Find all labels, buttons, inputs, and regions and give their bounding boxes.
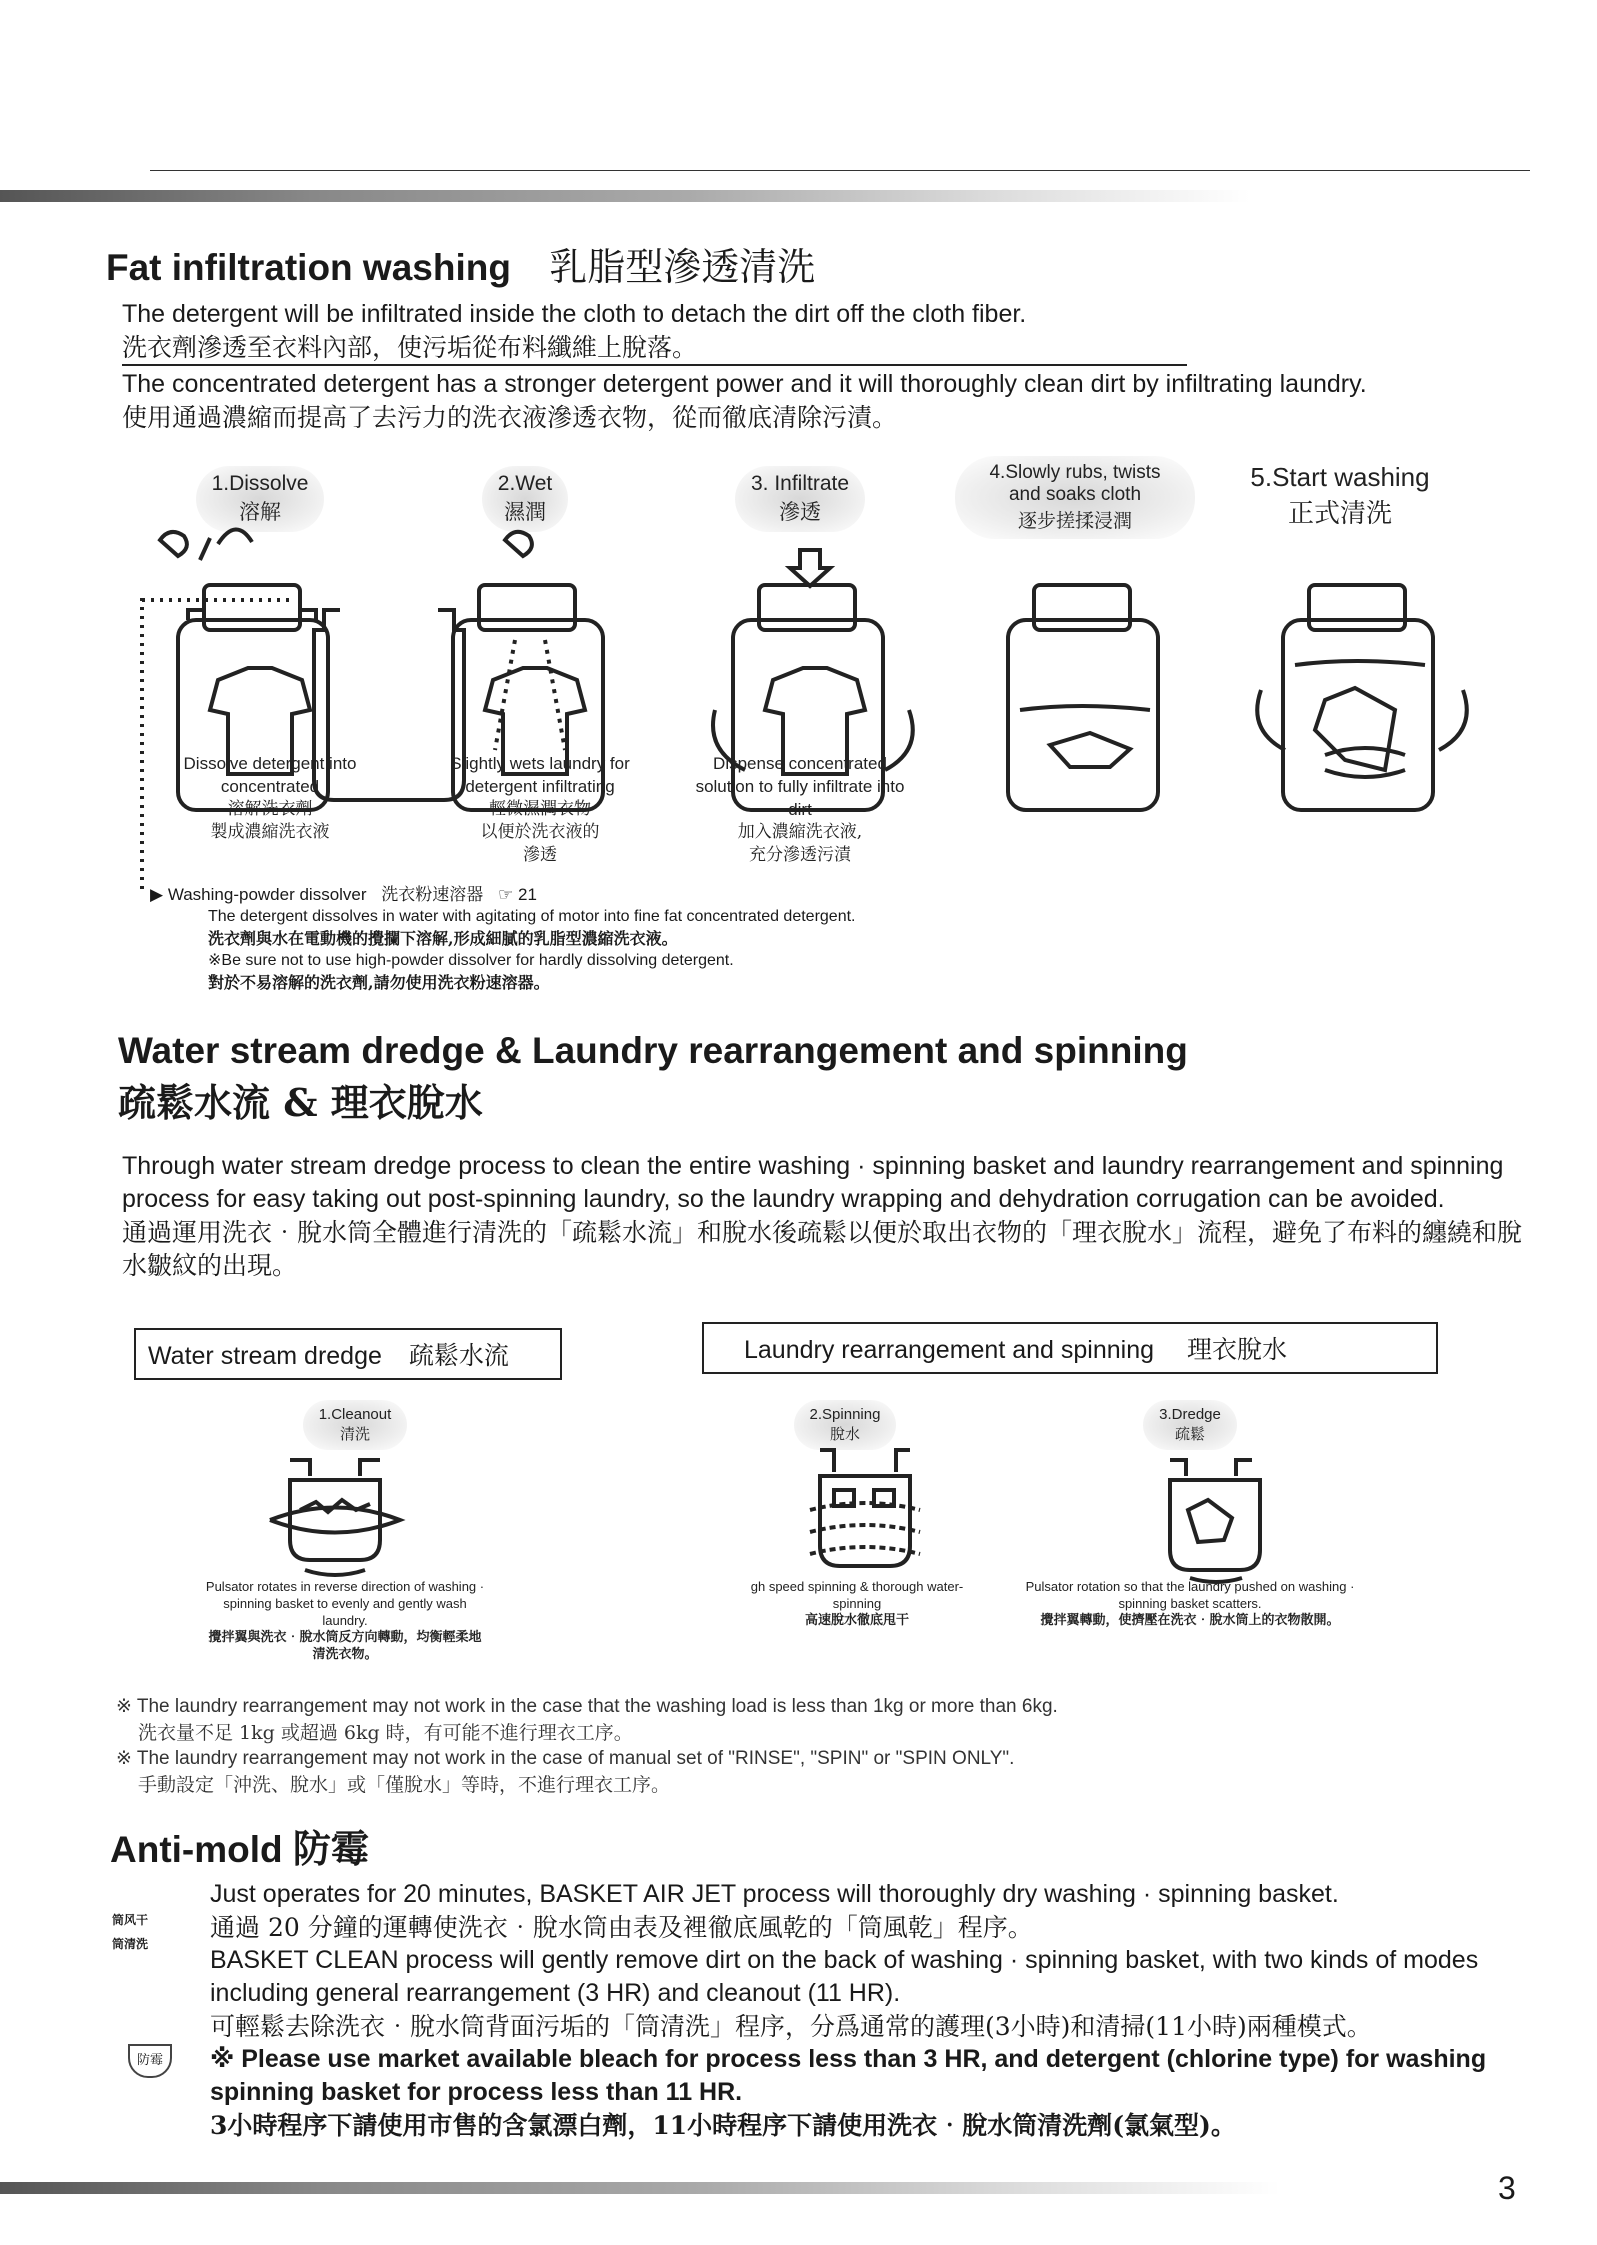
fat-step-5: 5.Start washing 正式清洗 <box>1250 462 1430 529</box>
washer-4-icon <box>1008 585 1158 810</box>
fat-caption-2: Slightly wets laundry for detergent infiltrating 輕微濕潤衣物 以便於洗衣液的 滲透 <box>450 754 630 865</box>
fat-caption-1: Dissolve detergent into concentrated 溶解洗衣劑 製成濃縮洗衣液 <box>183 754 357 842</box>
dredge-washer-icon <box>1170 1460 1260 1582</box>
fat-step-2: 2.Wet 濕潤 <box>440 466 610 532</box>
dissolver-label: Washing-powder dissolver <box>167 885 367 904</box>
box-water-stream-dredge: Water stream dredge 疏鬆水流 <box>134 1328 562 1380</box>
stream-step-3: 3.Dredge 疏鬆 <box>1125 1400 1255 1450</box>
stream-caption-1: Pulsator rotates in reverse direction of washing · spinning basket to evenly and gently wash laundry. 攪拌翼與洗衣‧脫水筒反方向轉動，均衡輕柔地清洗衣物。 <box>205 1579 485 1662</box>
basket-clean-icon: 筒清洗 <box>112 1937 149 1951</box>
page-number: 3 <box>1498 2170 1516 2206</box>
washer-5-icon <box>1257 585 1467 810</box>
basket-air-jet-icon: 筒风干 <box>112 1913 149 1927</box>
stream-step-1: 1.Cleanout 清洗 <box>290 1400 420 1450</box>
anti-mold-icon: 防霉 <box>128 2044 172 2078</box>
fat-step-3: 3. Infiltrate 滲透 <box>710 466 890 532</box>
stream-washer-illustrations <box>260 1450 1360 1580</box>
fat-body: The concentrated detergent has a stronger detergent power and it will thoroughly clean dirt by infiltrating laundry. 使用通過濃縮而提高了去污力的洗衣液滲透衣物，從而徹底清除污漬。 <box>122 370 1367 432</box>
stream-caption-2: gh speed spinning & thorough water-spinning 高速脫水徹底甩干 <box>750 1579 964 1628</box>
dissolver-note: ▶ Washing-powder dissolver 洗衣粉速溶器 ☞ 21 The detergent dissolves in water with agitating of motor into fine fat concentrated detergent. 洗衣劑與水在電動機的攪攔下溶解,形成細膩的乳脂型濃縮洗衣液。 ※Be sure not to use high-powder dissolver for hardly dissolving detergent. 對於不易溶解的洗衣劑,請勿使用洗衣粉速溶器。 <box>150 885 856 992</box>
mold-section-title: Anti-mold 防霉 <box>110 1826 369 1871</box>
stream-notes: ※ The laundry rearrangement may not work in the case that the washing load is less than 1kg or more than 6kg. 洗衣量不足 1kg 或超過 6kg 時，有可能不進行理衣工序。 ※ The laundry rearrangement may not work in the case of manual set of "RINSE", "SPIN" or "SPIN ONLY". 手動設定「沖洗、脫水」或「僅脫水」等時，不進行理衣工序。 <box>116 1696 1058 1796</box>
top-rule <box>150 170 1530 171</box>
stream-section-title: Water stream dredge & Laundry rearrangement and spinning 疏鬆水流 & 理衣脫水 <box>118 1030 1188 1125</box>
mold-mode-icons <box>112 1908 148 1956</box>
mold-body: Just operates for 20 minutes, BASKET AIR JET process will thoroughly dry washing · spinning basket. 通過 20 分鐘的運轉使洗衣‧脫水筒由表及裡徹底風乾的「筒風乾」程序。 BASKET CLEAN process will gently remove dirt on the back of washing · spinning basket, with two kinds of modes including general rearrangement (3 HR) and cleanout (11 HR). 可輕鬆去除洗衣‧脫水筒背面污垢的「筒清洗」程序，分爲通常的護理(3小時)和清掃(11小時)兩種模式。 ※ Please use market available bleach for process less than 3 HR, and detergent (chlorine type) for washing spinning basket for process less than 11 HR. 3小時程序下請使用市售的含氯漂白劑，11小時程序下請使用洗衣‧脫水筒清洗劑(氯氣型)。 <box>210 1880 1487 2140</box>
page-ref-icon: ☞ <box>498 885 514 904</box>
dissolver-page-ref[interactable]: 21 <box>518 885 537 904</box>
stream-caption-3: Pulsator rotation so that the laundry pushed on washing · spinning basket scatters. 攪拌翼轉動，使擠壓在洗衣‧脫水筒上的衣物散開。 <box>1025 1579 1355 1628</box>
arrow-right-icon: ▶ <box>150 885 164 904</box>
spinning-washer-icon <box>810 1450 920 1566</box>
stream-step-2: 2.Spinning 脫水 <box>780 1400 910 1450</box>
stream-body: Through water stream dredge process to clean the entire washing · spinning basket and laundry rearrangement and spinning process for easy taking out post-spinning laundry, so the laundry wrapping and dehydration corrugation can be avoided. 通過運用洗衣‧脫水筒全體進行清洗的「疏鬆水流」和脫水後疏鬆以便於取出衣物的「理衣脫水」流程，避免了布料的纏繞和脫水皺紋的出現。 <box>122 1152 1523 1280</box>
top-band <box>0 190 1250 202</box>
fat-step-4: 4.Slowly rubs, twists and soaks cloth 逐步搓揉浸潤 <box>955 456 1195 539</box>
fat-intro: The detergent will be infiltrated inside the cloth to detach the dirt off the cloth fiber. 洗衣劑滲透至衣料內部，使污垢從布料纖維上脫落。 <box>122 298 1522 366</box>
fat-section-title: Fat infiltration washing 乳脂型滲透清洗 <box>106 245 816 289</box>
fat-caption-3: Dispense concentrated solution to fully infiltrate into dirt 加入濃縮洗衣液, 充分滲透污漬 <box>695 754 905 865</box>
fat-step-1: 1.Dissolve 溶解 <box>170 466 350 532</box>
bottom-band <box>0 2182 1280 2194</box>
dotted-connector-vertical <box>138 598 158 898</box>
box-laundry-rearrangement: Laundry rearrangement and spinning 理衣脫水 <box>702 1322 1438 1374</box>
cleanout-washer-icon <box>270 1460 400 1575</box>
